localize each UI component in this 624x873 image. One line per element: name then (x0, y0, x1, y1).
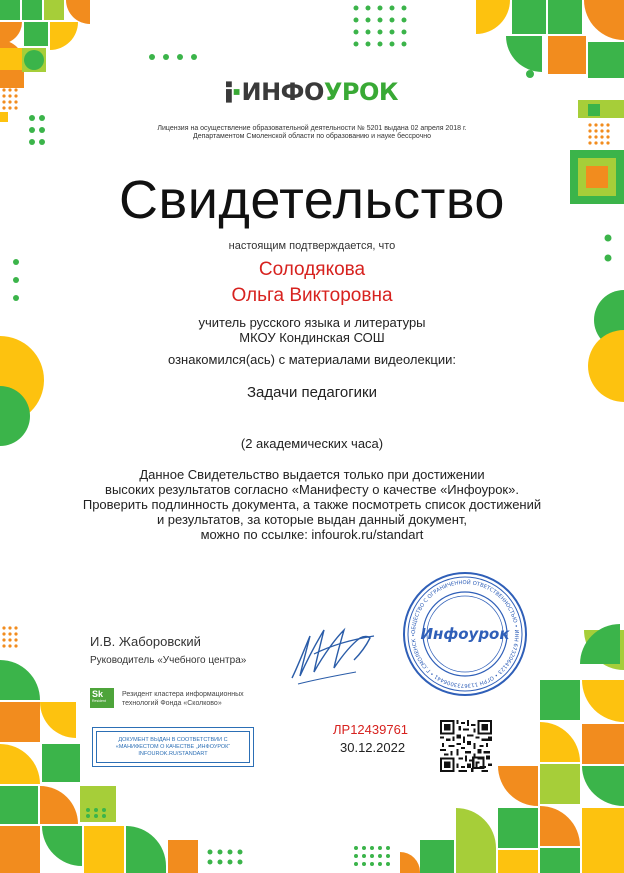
recipient-surname: Солодякова (258, 259, 366, 280)
signature-image (284, 606, 384, 690)
action-text: ознакомился(ась) с материалами видеолекции: (167, 352, 456, 367)
recipient-school: МКОУ Кондинская СОШ (239, 330, 385, 345)
signer-role: Руководитель «Учебного центра» (90, 655, 247, 666)
document-date: 30.12.2022 (340, 740, 406, 755)
logo-text: ИНФОУРОК (241, 78, 398, 106)
stamp-center-text: Инфоурок (420, 625, 510, 643)
conditions-line-2: высоких результатов согласно «Манифесту о качестве «Инфоурок». (105, 482, 519, 497)
recipient-given-names: Ольга Викторовна (231, 285, 393, 306)
stamp-ring-text: ОБЩЕСТВО С ОГРАНИЧЕННОЙ ОТВЕТСТВЕННОСТЬЮ • ИНН 6732064123 • ОГРН 1136733006441 • Г.СМОЛЕНСК • (410, 579, 520, 689)
recipient-position: учитель русского языка и литературы (198, 315, 426, 330)
signer-name: И.В. Жаборовский (90, 634, 201, 649)
seal-stamp (402, 571, 528, 697)
verify-link[interactable]: можно по ссылке: infourok.ru/standart (200, 527, 424, 542)
infourok-logo (226, 78, 398, 106)
conditions-line-4: и результатов, за которые выдан данный документ, (156, 512, 468, 527)
skolkovo-logo: Sk Resident (90, 688, 114, 708)
qr-code[interactable] (440, 720, 492, 772)
skolkovo-text: Резидент кластера информационных технологий Фонда «Сколково» (122, 691, 244, 707)
document-number: ЛР12439761 (333, 722, 409, 737)
confirms-text: настоящим подтверждается, что (228, 240, 396, 252)
license-line-2: Департаментом Смоленской области по образованию и науке бессрочно (192, 133, 432, 140)
course-hours: (2 академических часа) (240, 436, 384, 451)
license-line-1: Лицензия на осуществление образовательной деятельности № 5201 выдана 02 апреля 2018 г. (157, 125, 467, 132)
conditions-line-3: Проверить подлинность документа, а также посмотреть список достижений (82, 497, 542, 512)
conditions-line-1: Данное Свидетельство выдается только при достижении (139, 467, 485, 482)
logo-mark-icon (226, 81, 240, 103)
course-title: Задачи педагогики (246, 384, 378, 401)
certificate-title: Свидетельство (119, 170, 505, 230)
manifest-badge: ДОКУМЕНТ ВЫДАН В СООТВЕТСТВИИ С «МАНИФЕСТОМ О КАЧЕСТВЕ „ИНФОУРОК“ INFOUROK.RU/STANDART (92, 727, 254, 767)
